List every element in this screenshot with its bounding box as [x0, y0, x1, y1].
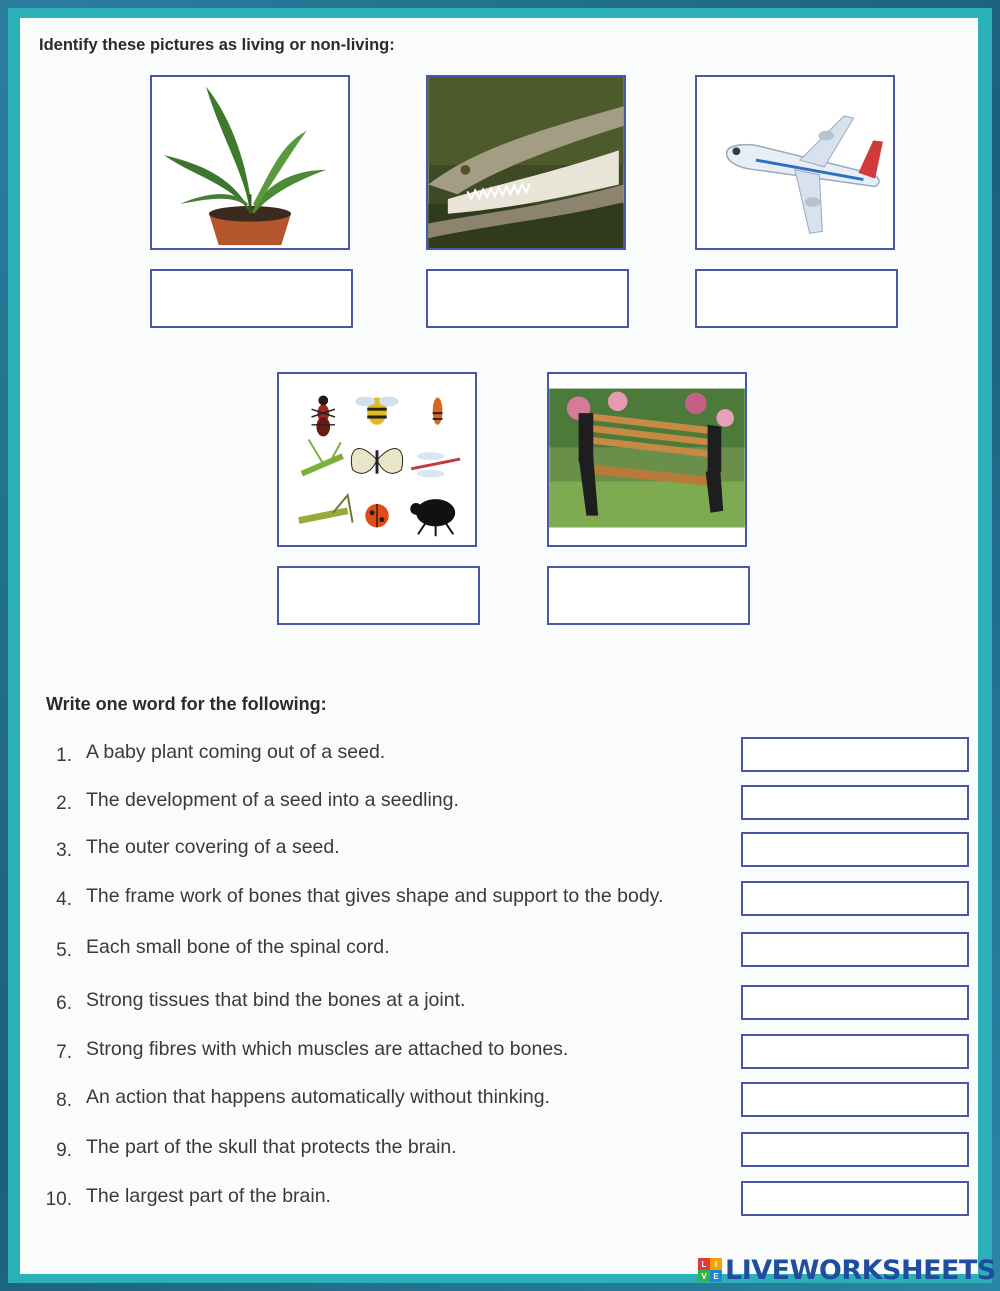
question-row [20, 1181, 978, 1221]
question-number: 9. [56, 1140, 72, 1161]
insects-icon [279, 374, 475, 545]
question-number: 6. [56, 993, 72, 1014]
bench-image [547, 372, 747, 547]
question-row [20, 737, 978, 777]
liveworksheets-logo-icon [698, 1258, 722, 1282]
question-text: Each small bone of the spinal cord. [86, 936, 390, 958]
airplane-image [695, 75, 895, 250]
question-row [20, 932, 978, 972]
plant-icon [152, 77, 348, 248]
plant-image [150, 75, 350, 250]
question-text: The largest part of the brain. [86, 1185, 331, 1207]
answer-box-bench[interactable] [547, 566, 750, 625]
answer-input[interactable] [741, 832, 969, 867]
question-number: 3. [56, 840, 72, 861]
worksheet [20, 18, 978, 1274]
question-text: The outer covering of a seed. [86, 836, 340, 858]
question-number: 4. [56, 889, 72, 910]
airplane-icon [697, 77, 893, 248]
section2-heading: Write one word for the following: [46, 694, 327, 714]
question-row [20, 785, 978, 825]
question-row [20, 832, 978, 872]
answer-input[interactable] [741, 1181, 969, 1216]
crocodile-icon [428, 77, 624, 248]
answer-box-plant[interactable] [150, 269, 353, 328]
question-number: 5. [56, 940, 72, 961]
logo-letter: E [710, 1270, 722, 1282]
brand-text: LIVEWORKSHEETS [725, 1254, 996, 1286]
insects-image [277, 372, 477, 547]
crocodile-image [426, 75, 626, 250]
question-number: 7. [56, 1042, 72, 1063]
question-text: A baby plant coming out of a seed. [86, 741, 386, 763]
question-number: 10. [45, 1189, 72, 1210]
question-row [20, 1034, 978, 1074]
section1-heading: Identify these pictures as living or non-living: [39, 36, 395, 54]
answer-input[interactable] [741, 1082, 969, 1117]
question-text: The frame work of bones that gives shape and support to the body. [86, 885, 664, 907]
answer-box-airplane[interactable] [695, 269, 898, 328]
answer-input[interactable] [741, 932, 969, 967]
answer-input[interactable] [741, 1034, 969, 1069]
answer-input[interactable] [741, 737, 969, 772]
logo-letter: I [710, 1258, 722, 1270]
question-row [20, 985, 978, 1025]
answer-input[interactable] [741, 1132, 969, 1167]
liveworksheets-brand[interactable] [698, 1254, 996, 1286]
question-number: 1. [56, 745, 72, 766]
answer-box-insects[interactable] [277, 566, 480, 625]
logo-letter: V [698, 1270, 710, 1282]
question-text: The part of the skull that protects the brain. [86, 1136, 457, 1158]
question-number: 2. [56, 793, 72, 814]
question-row [20, 1082, 978, 1122]
question-text: An action that happens automatically without thinking. [86, 1086, 550, 1108]
question-number: 8. [56, 1090, 72, 1111]
question-text: Strong fibres with which muscles are attached to bones. [86, 1038, 569, 1060]
logo-letter: L [698, 1258, 710, 1270]
question-row [20, 1132, 978, 1172]
question-text: Strong tissues that bind the bones at a joint. [86, 989, 466, 1011]
answer-input[interactable] [741, 785, 969, 820]
answer-input[interactable] [741, 881, 969, 916]
bench-icon [549, 374, 745, 545]
answer-box-crocodile[interactable] [426, 269, 629, 328]
answer-input[interactable] [741, 985, 969, 1020]
question-row [20, 881, 978, 921]
question-text: The development of a seed into a seedling. [86, 789, 459, 811]
